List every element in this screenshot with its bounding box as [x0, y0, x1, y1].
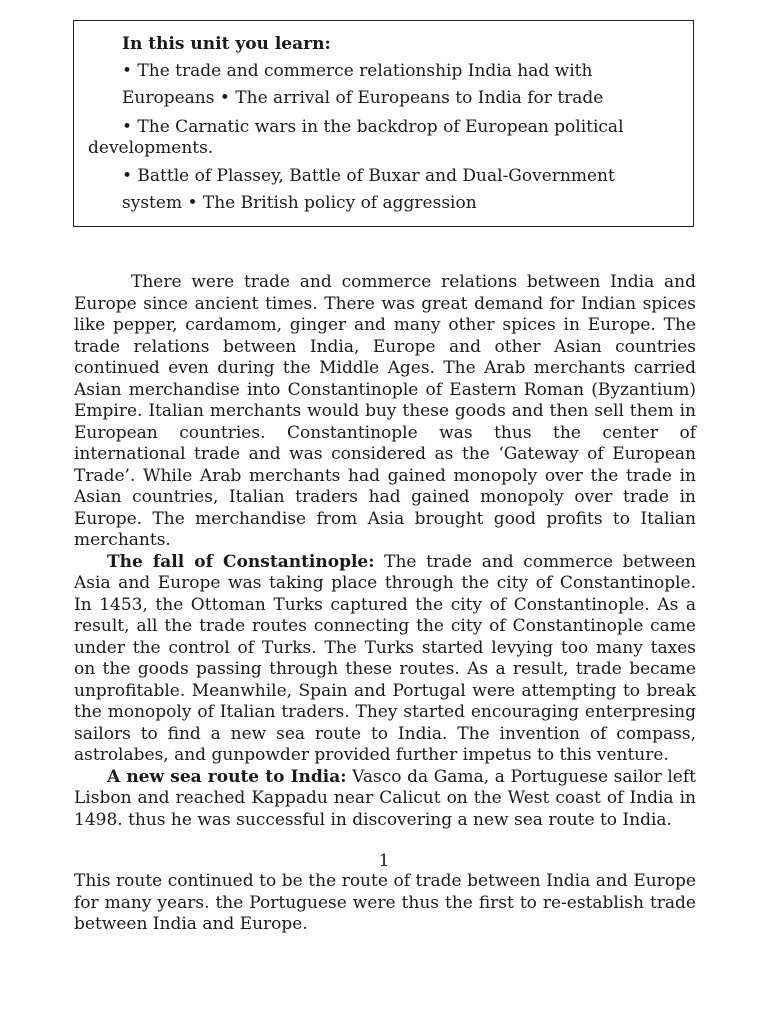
continued-paragraph: This route continued to be the route of trade between India and Europe for many years. the Portuguese were thus the first to re-establish trade between India and Europe. — [74, 871, 696, 934]
objective-line: system • The British policy of aggression — [122, 193, 477, 213]
learning-objectives-box — [73, 20, 694, 227]
objective-line: • The Carnatic wars in the backdrop of European political — [122, 117, 624, 137]
fall-of-constantinople-paragraph — [74, 552, 696, 767]
fall-of-constantinople-text: The trade and commerce between Asia and Europe was taking place through the city of Constantinople. In 1453, the Ottoman Turks captured the city of Constantinople. As a result, all the trade routes connecting the city of Constantinople came under the control of Turks. The Turks started levying too many taxes on the goods passing through these routes. As a result, trade became unprofitable. Meanwhile, Spain and Portugal were attempting to break the monopoly of Italian traders. They started encouraging enterpresing sailors to find a new sea route to India. The invention of compass, astrolabes, and gunpowder provided further impetus to this venture. — [74, 551, 697, 765]
objective-line: developments. — [88, 138, 214, 158]
intro-paragraph: There were trade and commerce relations between India and Europe since ancient times. There was great demand for Indian spices like pepper, cardamom, ginger and many other spices in Europe. The trade relations between India, Europe and other Asian countries continued even during the Middle Ages. The Arab merchants carried Asian merchandise into Constantinople of Eastern Roman (Byzantium) Empire. Italian merchants would buy these goods and then sell them in European countries. Constantinople was thus the center of international trade and was considered as the ‘Gateway of European Trade’. While Arab merchants had gained monopoly over the trade in Asian countries, Italian traders had gained monopoly over trade in Europe. The merchandise from Asia brought good profits to Italian merchants. — [74, 272, 696, 550]
page-number: 1 — [378, 851, 390, 871]
learning-objectives-heading: In this unit you learn: — [122, 34, 331, 54]
objective-line: • Battle of Plassey, Battle of Buxar and Dual-Government — [122, 166, 615, 186]
continued-text — [74, 871, 696, 936]
body-text — [74, 272, 696, 831]
new-sea-route-heading: A new sea route to India: — [107, 766, 347, 787]
new-sea-route-paragraph — [74, 767, 696, 832]
fall-of-constantinople-heading: The fall of Constantinople: — [107, 551, 375, 572]
objective-line: Europeans • The arrival of Europeans to India for trade — [122, 88, 604, 108]
new-sea-route-text: Vasco da Gama, a Portuguese sailor left Lisbon and reached Kappadu near Calicut on the West coast of India in 1498. thus he was successful in discovering a new sea route to India. — [74, 766, 696, 830]
objective-line: • The trade and commerce relationship India had with — [122, 61, 593, 81]
